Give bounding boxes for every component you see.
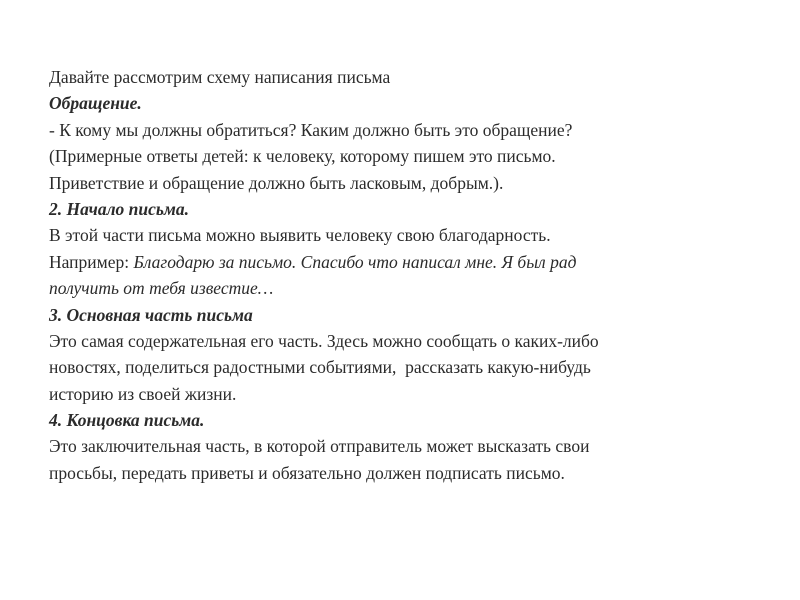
main-part-line-3: историю из своей жизни. [49,383,237,404]
section-heading-main-part: 3. Основная часть письма [49,304,253,325]
example-text-1: Благодарю за письмо. Спасибо что написал мне. Я был рад [133,251,577,272]
greeting-answer-line-2: Приветствие и обращение должно быть ласковым, добрым.). [49,172,504,193]
intro-line: Давайте рассмотрим схему написания письма [49,67,391,87]
main-part-line-2: новостях, поделиться радостными событиями, рассказать какую-нибудь [49,357,591,378]
ending-line-1: Это заключительная часть, в которой отправитель может высказать свои [49,436,590,457]
beginning-example-line-2: получить от тебя известие… [49,278,274,299]
section-heading-beginning: 2. Начало письма. [49,198,190,219]
example-label: Например: [49,251,134,272]
greeting-question: - К кому мы должны обратиться? Каким должно быть это обращение? [49,119,573,140]
beginning-example-line-1 [49,249,769,275]
greeting-answer-line-1: (Примерные ответы детей: к человеку, которому пишем это письмо. [49,146,556,167]
main-part-line-1: Это самая содержательная его часть. Здесь можно сообщать о каких-либо [49,330,599,351]
ending-line-2: просьбы, передать приветы и обязательно должен подписать письмо. [49,462,565,483]
beginning-text: В этой части письма можно выявить человеку свою благодарность. [49,225,551,246]
section-heading-ending: 4. Концовка письма. [49,410,205,431]
section-heading-greeting: Обращение. [49,93,142,114]
letter-scheme-text [49,64,769,486]
